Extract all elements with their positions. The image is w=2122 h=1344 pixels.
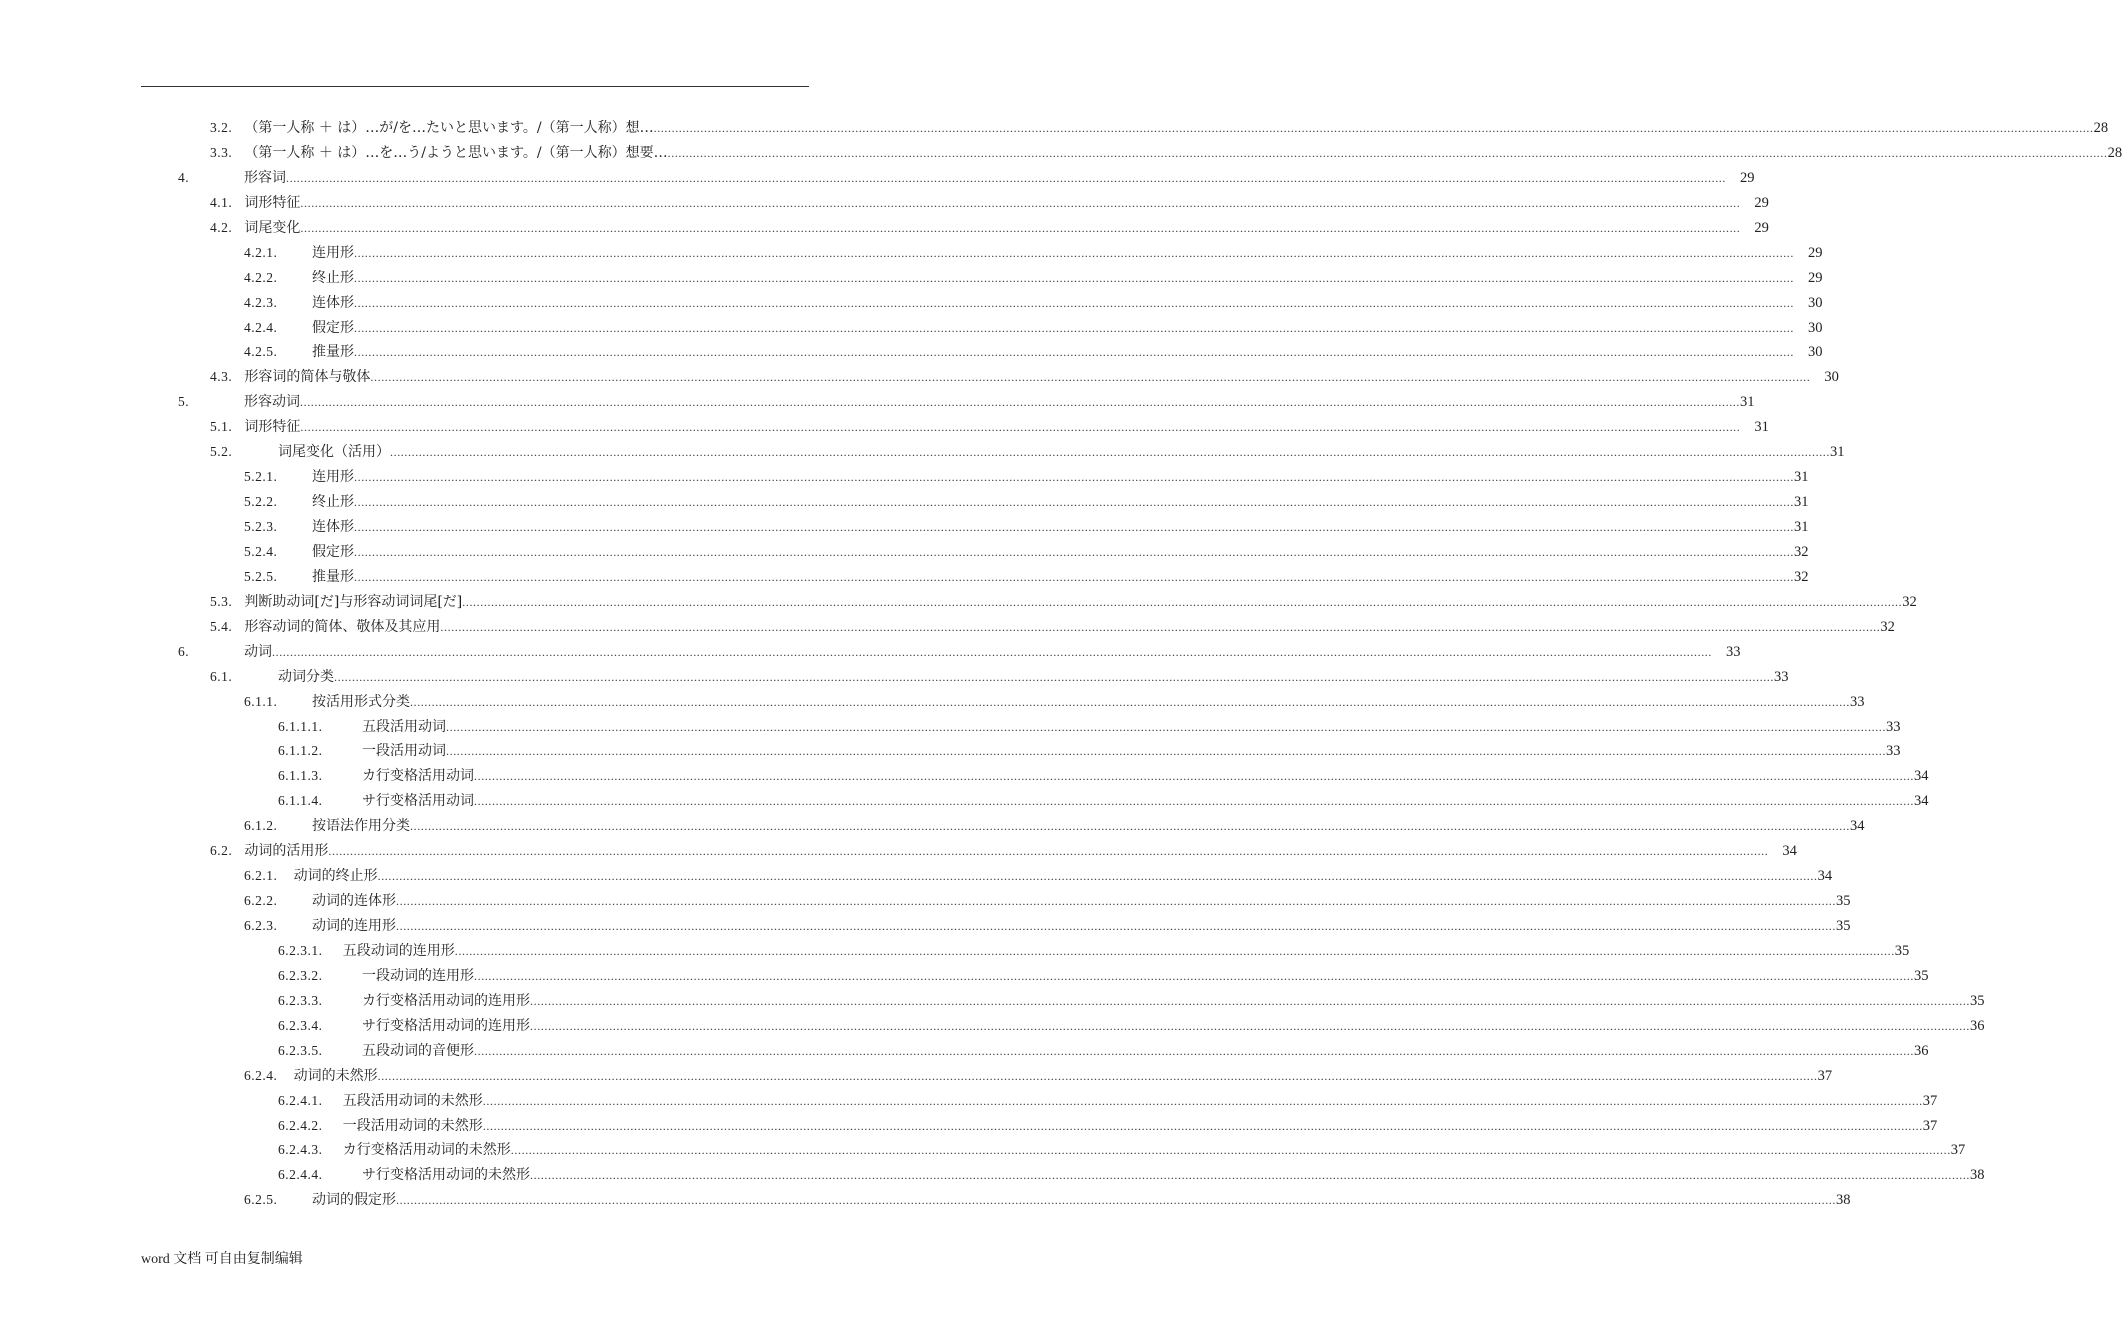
- dot-leader: ................................................................................................................................................................................................................................................................................................................................................................................................................: [446, 744, 1886, 759]
- toc-number: 5.3.: [210, 593, 233, 609]
- toc-page-number: 34: [1782, 843, 1797, 860]
- toc-number: 4.2.2.: [244, 269, 278, 285]
- dot-leader: ................................................................................................................................................................................................................................................................................................................................................................................................................: [354, 270, 1794, 285]
- toc-row[interactable]: [0, 266, 1823, 291]
- toc-number: 3.2.: [210, 120, 233, 135]
- toc-page-number: 32: [1794, 543, 1809, 560]
- toc-page-number: 36: [1970, 1017, 1985, 1034]
- toc-row[interactable]: [0, 490, 1809, 515]
- toc-page-number: 33: [1886, 743, 1901, 760]
- toc-number: 4.2.: [210, 219, 233, 235]
- dot-leader: ................................................................................................................................................................................................................................................................................................................................................................................................................: [272, 644, 1712, 659]
- dot-leader: ................................................................................................................................................................................................................................................................................................................................................................................................................: [454, 943, 1895, 958]
- toc-number: 5.1.: [210, 419, 233, 435]
- toc-page-number: 37: [1922, 1117, 1938, 1134]
- dot-leader: ................................................................................................................................................................................................................................................................................................................................................................................................................: [482, 1118, 1923, 1133]
- toc-title: 一段活用动词的未然形: [342, 1117, 483, 1134]
- toc-title: 动词的连体形: [312, 893, 396, 910]
- toc-number: 6.1.: [210, 668, 233, 684]
- toc-number: 6.2.5.: [244, 1192, 278, 1208]
- dot-leader: ................................................................................................................................................................................................................................................................................................................................................................................................................: [390, 445, 1830, 460]
- toc-number: 6.2.4.1.: [278, 1092, 323, 1108]
- toc-title: カ行变格活用动词的未然形: [342, 1142, 511, 1159]
- toc-page-number: 31: [1794, 519, 1809, 535]
- toc-row[interactable]: [0, 241, 1823, 266]
- toc-number: 6.2.3.5.: [278, 1042, 323, 1058]
- toc-number: 4.3.: [210, 369, 233, 385]
- toc-row[interactable]: [0, 665, 1789, 690]
- toc-title: 连用形: [312, 244, 354, 261]
- toc-title: 推量形: [312, 344, 354, 361]
- toc-number: 5.2.2.: [244, 494, 278, 510]
- dot-leader: ................................................................................................................................................................................................................................................................................................................................................................................................................: [354, 544, 1794, 559]
- toc-title: 五段动词的连用形: [342, 942, 455, 959]
- toc-row[interactable]: [0, 864, 1833, 889]
- toc-number: 6.2.3.2.: [278, 967, 323, 983]
- dot-leader: ................................................................................................................................................................................................................................................................................................................................................................................................................: [370, 370, 1811, 385]
- toc-row[interactable]: [0, 1114, 1938, 1139]
- dot-leader: ................................................................................................................................................................................................................................................................................................................................................................................................................: [474, 1043, 1914, 1058]
- toc-page-number: 33: [1774, 668, 1789, 685]
- toc-title: 形容动词: [244, 394, 300, 411]
- toc-title: （第一人称 ＋ は）…が/を…たいと思います。/（第一人称）想…: [244, 120, 654, 136]
- dot-leader: ................................................................................................................................................................................................................................................................................................................................................................................................................: [377, 1068, 1818, 1083]
- toc-row[interactable]: [0, 964, 1929, 989]
- toc-row[interactable]: [0, 1039, 1929, 1064]
- toc-page-number: 34: [1914, 768, 1929, 785]
- dot-leader: ................................................................................................................................................................................................................................................................................................................................................................................................................: [396, 919, 1836, 933]
- toc-page-number: 34: [1817, 868, 1833, 885]
- toc-page-number: 37: [1950, 1142, 1966, 1159]
- toc-page-number: 38: [1836, 1192, 1851, 1209]
- toc-title: 词尾变化: [244, 219, 301, 236]
- toc-page-number: 30: [1808, 294, 1823, 311]
- toc-title: 词形特征: [244, 194, 301, 211]
- toc-title: 动词: [244, 643, 272, 660]
- dot-leader: ................................................................................................................................................................................................................................................................................................................................................................................................................: [354, 345, 1794, 360]
- toc-page-number: 35: [1970, 992, 1985, 1009]
- toc-number: 6.2.1.: [244, 868, 278, 884]
- toc-page-number: 31: [1794, 469, 1809, 486]
- toc-number: 4.2.3.: [244, 294, 278, 310]
- toc-row[interactable]: [0, 1188, 1851, 1213]
- toc-title: 形容动词的简体、敬体及其应用: [244, 618, 441, 635]
- dot-leader: ................................................................................................................................................................................................................................................................................................................................................................................................................: [354, 245, 1794, 260]
- toc-row[interactable]: [0, 1163, 1985, 1188]
- toc-row[interactable]: [0, 291, 1823, 316]
- toc-page-number: 28: [2093, 120, 2109, 136]
- toc-row[interactable]: [0, 839, 1797, 864]
- toc-number: 6.2.3.: [244, 918, 278, 933]
- toc-number: 4.: [178, 169, 190, 185]
- dot-leader: ................................................................................................................................................................................................................................................................................................................................................................................................................: [354, 295, 1794, 310]
- toc-number: 5.2.: [210, 444, 233, 460]
- toc-page-number: 34: [1850, 818, 1865, 835]
- toc-title: カ行变格活用动词: [362, 768, 474, 785]
- dot-leader: ................................................................................................................................................................................................................................................................................................................................................................................................................: [530, 1018, 1970, 1033]
- toc-title: 词尾变化（活用）: [278, 444, 390, 461]
- toc-title: 动词的连用形: [312, 918, 396, 934]
- dot-leader: ................................................................................................................................................................................................................................................................................................................................................................................................................: [462, 594, 1903, 609]
- toc-row[interactable]: [0, 690, 1865, 715]
- toc-row[interactable]: [0, 615, 1895, 640]
- toc-number: 6.2.3.4.: [278, 1017, 323, 1033]
- toc-page-number: 37: [1922, 1092, 1938, 1109]
- dot-leader: ................................................................................................................................................................................................................................................................................................................................................................................................................: [440, 619, 1881, 634]
- toc-number: 6.2.4.: [244, 1067, 278, 1083]
- toc-row[interactable]: [0, 216, 1769, 241]
- toc-row[interactable]: [0, 764, 1929, 789]
- toc-title: 终止形: [312, 269, 354, 286]
- toc-number: 5.2.4.: [244, 543, 278, 559]
- toc-row[interactable]: [0, 440, 1845, 465]
- toc-number: 6.2.3.3.: [278, 992, 323, 1008]
- toc-title: 推量形: [312, 568, 354, 585]
- toc-title: 形容词: [244, 169, 286, 186]
- toc-title: 动词的假定形: [312, 1192, 396, 1209]
- toc-page-number: 29: [1754, 194, 1769, 211]
- toc-number: 3.3.: [210, 144, 233, 160]
- toc-row[interactable]: [0, 515, 1809, 540]
- toc-number: 6.1.2.: [244, 818, 278, 834]
- toc-number: 6.2.3.1.: [278, 942, 323, 958]
- toc-row[interactable]: [0, 116, 2109, 141]
- dot-leader: ................................................................................................................................................................................................................................................................................................................................................................................................................: [482, 1093, 1923, 1108]
- toc-title: 连体形: [312, 519, 354, 535]
- toc-row[interactable]: [0, 565, 1809, 590]
- toc-title: （第一人称 ＋ は）…を…う/ようと思います。/（第一人称）想要…: [244, 144, 668, 161]
- dot-leader: ................................................................................................................................................................................................................................................................................................................................................................................................................: [300, 395, 1740, 410]
- header-rule: [141, 86, 809, 87]
- toc-row[interactable]: [0, 989, 1985, 1014]
- dot-leader: ................................................................................................................................................................................................................................................................................................................................................................................................................: [510, 1143, 1951, 1158]
- toc-number: 5.: [178, 394, 190, 410]
- toc-number: 6.1.1.: [244, 693, 278, 709]
- toc-title: 五段活用动词的未然形: [342, 1092, 483, 1109]
- toc-row[interactable]: [0, 141, 2122, 166]
- dot-leader: ................................................................................................................................................................................................................................................................................................................................................................................................................: [530, 1168, 1970, 1183]
- dot-leader: ................................................................................................................................................................................................................................................................................................................................................................................................................: [334, 669, 1774, 684]
- toc-page-number: 28: [2107, 144, 2122, 161]
- dot-leader: ................................................................................................................................................................................................................................................................................................................................................................................................................: [300, 420, 1741, 435]
- dot-leader: ................................................................................................................................................................................................................................................................................................................................................................................................................: [396, 894, 1836, 909]
- toc-row[interactable]: [0, 365, 1839, 390]
- toc-title: 词形特征: [244, 419, 301, 436]
- dot-leader: ................................................................................................................................................................................................................................................................................................................................................................................................................: [474, 794, 1914, 809]
- dot-leader: ................................................................................................................................................................................................................................................................................................................................................................................................................: [653, 121, 2094, 135]
- toc-row[interactable]: [0, 889, 1851, 914]
- toc-title: 五段活用动词: [362, 718, 446, 735]
- dot-leader: ................................................................................................................................................................................................................................................................................................................................................................................................................: [667, 145, 2108, 160]
- toc-number: 5.2.5.: [244, 568, 278, 584]
- toc-page-number: 31: [1794, 494, 1809, 511]
- dot-leader: ................................................................................................................................................................................................................................................................................................................................................................................................................: [446, 719, 1886, 734]
- toc-title: 按活用形式分类: [312, 693, 410, 710]
- toc-row[interactable]: [0, 1064, 1833, 1089]
- toc-page-number: 33: [1726, 643, 1741, 660]
- toc-number: 6.1.1.3.: [278, 768, 323, 784]
- table-of-contents: [0, 116, 2122, 1213]
- toc-row[interactable]: [0, 814, 1865, 839]
- toc-page-number: 32: [1794, 568, 1809, 585]
- toc-page-number: 29: [1808, 244, 1823, 261]
- toc-page-number: 38: [1970, 1167, 1985, 1184]
- toc-title: 假定形: [312, 319, 354, 336]
- dot-leader: ................................................................................................................................................................................................................................................................................................................................................................................................................: [354, 569, 1794, 584]
- toc-title: 形容词的简体与敬体: [244, 369, 371, 386]
- toc-row[interactable]: [0, 739, 1901, 764]
- toc-title: 五段动词的音便形: [362, 1042, 474, 1059]
- toc-number: 4.2.1.: [244, 244, 278, 260]
- toc-title: サ行变格活用动词的未然形: [362, 1167, 530, 1184]
- toc-title: サ行变格活用动词: [362, 793, 474, 810]
- toc-row[interactable]: [0, 640, 1741, 665]
- toc-title: カ行变格活用动词的连用形: [362, 992, 530, 1009]
- toc-row[interactable]: [0, 939, 1910, 964]
- toc-title: 判断助动词[だ]与形容动词词尾[だ]: [244, 593, 463, 610]
- toc-page-number: 37: [1817, 1067, 1833, 1084]
- toc-page-number: 29: [1754, 219, 1769, 236]
- toc-row[interactable]: [0, 1138, 1966, 1163]
- dot-leader: ................................................................................................................................................................................................................................................................................................................................................................................................................: [377, 869, 1818, 884]
- toc-title: 一段活用动词: [362, 743, 446, 760]
- dot-leader: ................................................................................................................................................................................................................................................................................................................................................................................................................: [328, 844, 1769, 859]
- toc-row[interactable]: [0, 191, 1769, 216]
- toc-number: 5.4.: [210, 618, 233, 634]
- dot-leader: ................................................................................................................................................................................................................................................................................................................................................................................................................: [396, 1193, 1836, 1208]
- toc-number: 4.2.4.: [244, 319, 278, 335]
- toc-number: 6.1.1.4.: [278, 793, 323, 809]
- toc-row[interactable]: [0, 316, 1823, 341]
- toc-page-number: 29: [1740, 169, 1755, 186]
- toc-number: 6.2.2.: [244, 893, 278, 909]
- dot-leader: ................................................................................................................................................................................................................................................................................................................................................................................................................: [474, 769, 1914, 784]
- toc-number: 6.2.4.4.: [278, 1167, 323, 1183]
- toc-number: 5.2.1.: [244, 469, 278, 485]
- toc-page-number: 29: [1808, 269, 1823, 286]
- toc-page-number: 32: [1902, 593, 1917, 610]
- toc-number: 6.2.: [210, 843, 233, 859]
- dot-leader: ................................................................................................................................................................................................................................................................................................................................................................................................................: [354, 470, 1794, 485]
- toc-page-number: 31: [1830, 444, 1845, 461]
- toc-title: 终止形: [312, 494, 354, 511]
- toc-page-number: 33: [1850, 693, 1865, 710]
- toc-number: 6.1.1.2.: [278, 743, 323, 759]
- toc-row[interactable]: [0, 390, 1755, 415]
- toc-row[interactable]: [0, 415, 1769, 440]
- dot-leader: ................................................................................................................................................................................................................................................................................................................................................................................................................: [286, 170, 1726, 185]
- toc-row[interactable]: [0, 540, 1809, 565]
- toc-row[interactable]: [0, 914, 1851, 939]
- toc-title: 连体形: [312, 294, 354, 311]
- dot-leader: ................................................................................................................................................................................................................................................................................................................................................................................................................: [474, 968, 1914, 983]
- toc-number: 5.2.3.: [244, 519, 278, 534]
- toc-number: 6.2.4.3.: [278, 1142, 323, 1158]
- dot-leader: ................................................................................................................................................................................................................................................................................................................................................................................................................: [354, 520, 1794, 534]
- toc-title: 一段动词的连用形: [362, 967, 474, 984]
- toc-page-number: 35: [1914, 967, 1929, 984]
- toc-title: サ行变格活用动词的连用形: [362, 1017, 530, 1034]
- toc-title: 按语法作用分类: [312, 818, 410, 835]
- dot-leader: ................................................................................................................................................................................................................................................................................................................................................................................................................: [530, 993, 1970, 1008]
- toc-title: 动词的活用形: [244, 843, 329, 860]
- footer-text: word 文档 可自由复制编辑: [141, 1252, 303, 1267]
- toc-title: 假定形: [312, 543, 354, 560]
- dot-leader: ................................................................................................................................................................................................................................................................................................................................................................................................................: [300, 195, 1741, 210]
- toc-title: 连用形: [312, 469, 354, 486]
- toc-number: 6.: [178, 643, 190, 659]
- toc-page-number: 30: [1808, 319, 1823, 336]
- toc-page-number: 30: [1808, 344, 1823, 361]
- dot-leader: ................................................................................................................................................................................................................................................................................................................................................................................................................: [410, 819, 1850, 834]
- dot-leader: ................................................................................................................................................................................................................................................................................................................................................................................................................: [354, 495, 1794, 510]
- toc-row[interactable]: [0, 465, 1809, 490]
- toc-number: 4.1.: [210, 194, 233, 210]
- toc-page-number: 35: [1836, 918, 1851, 934]
- toc-page-number: 31: [1740, 394, 1755, 411]
- toc-page-number: 35: [1836, 893, 1851, 910]
- toc-page-number: 30: [1824, 369, 1839, 386]
- dot-leader: ................................................................................................................................................................................................................................................................................................................................................................................................................: [354, 320, 1794, 335]
- toc-row[interactable]: [0, 340, 1823, 365]
- toc-row[interactable]: [0, 1014, 1985, 1039]
- toc-number: 6.1.1.1.: [278, 718, 323, 734]
- toc-number: 4.2.5.: [244, 344, 278, 360]
- toc-title: 动词的终止形: [293, 868, 378, 885]
- toc-row[interactable]: [0, 789, 1929, 814]
- dot-leader: ................................................................................................................................................................................................................................................................................................................................................................................................................: [410, 694, 1850, 709]
- toc-row[interactable]: [0, 1089, 1938, 1114]
- toc-page-number: 31: [1754, 419, 1769, 436]
- toc-title: 动词的未然形: [293, 1067, 378, 1084]
- dot-leader: ................................................................................................................................................................................................................................................................................................................................................................................................................: [300, 220, 1741, 235]
- toc-row[interactable]: [0, 166, 1755, 191]
- toc-number: 6.2.4.2.: [278, 1117, 323, 1133]
- toc-page-number: 36: [1914, 1042, 1929, 1059]
- toc-row[interactable]: [0, 715, 1901, 740]
- toc-page-number: 32: [1880, 618, 1895, 635]
- toc-row[interactable]: [0, 590, 1917, 615]
- toc-title: 动词分类: [278, 668, 334, 685]
- toc-page-number: 33: [1886, 718, 1901, 735]
- toc-page-number: 35: [1894, 942, 1910, 959]
- toc-page-number: 34: [1914, 793, 1929, 810]
